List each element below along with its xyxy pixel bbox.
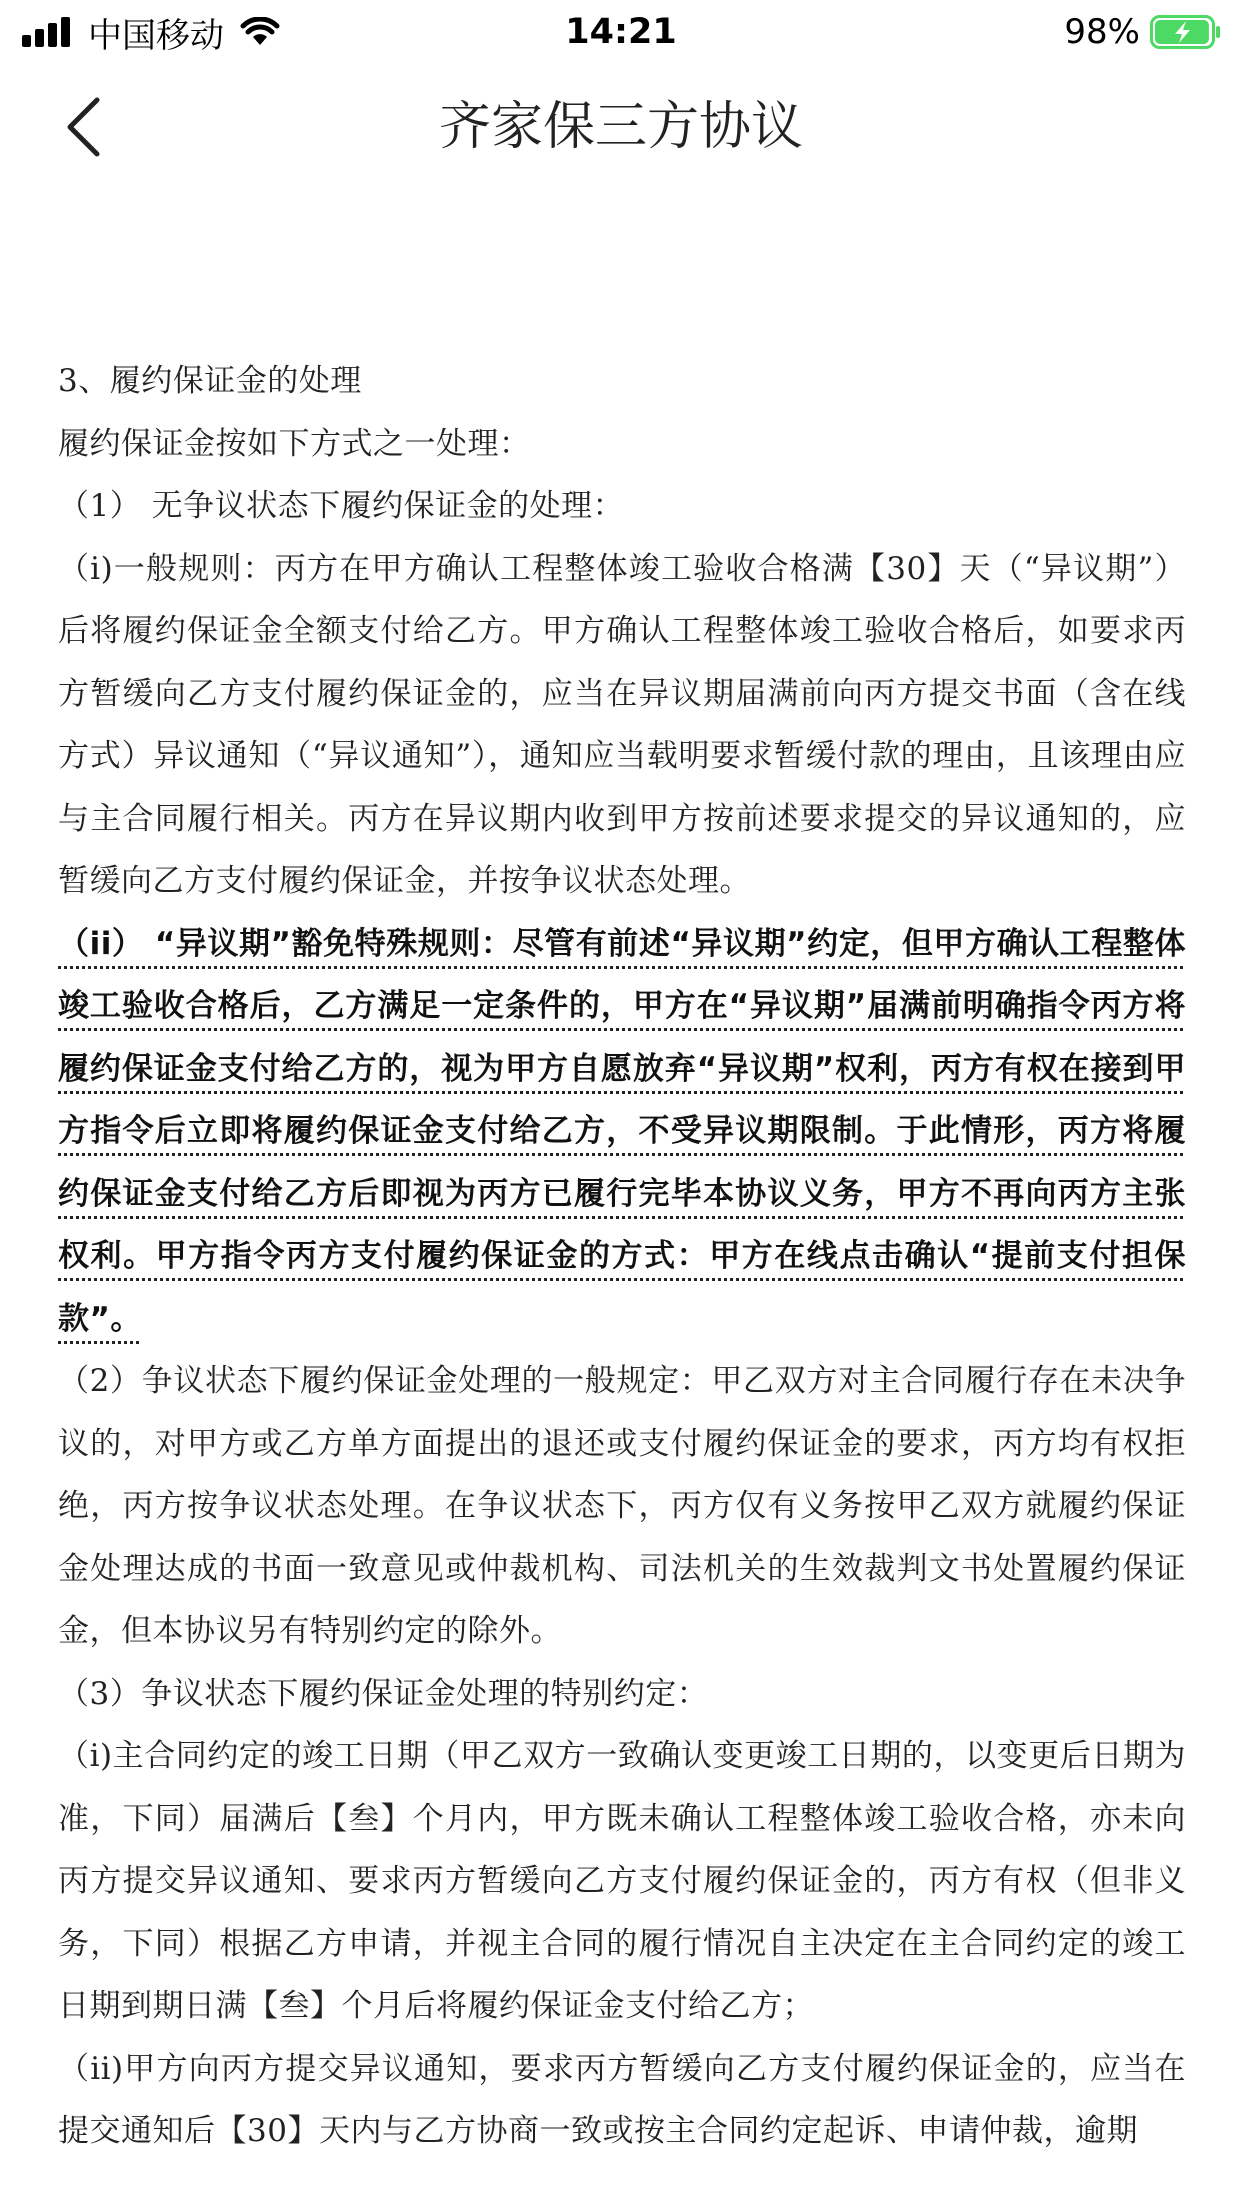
agreement-paragraph: （i)主合同约定的竣工日期（甲乙双方一致确认变更竣工日期的，以变更后日期为准，下同）届满后【叁】个月内，甲方既未确认工程整体竣工验收合格，亦未向丙方提交异议通知、要求丙方暂缓向乙方支付履约保证金的，丙方有权（但非义务，下同）根据乙方申请，并视主合同的履行情况自主决定在主合同约定的竣工日期到期日满【叁】个月后将履约保证金支付给乙方； bbox=[58, 1738, 1186, 2024]
agreement-paragraph: （i)一般规则：丙方在甲方确认工程整体竣工验收合格满【30】天（“异议期”）后将履约保证金全额支付给乙方。甲方确认工程整体竣工验收合格后，如要求丙方暂缓向乙方支付履约保证金的，应当在异议期届满前向丙方提交书面（含在线方式）异议通知（“异议通知”），通知应当载明要求暂缓付款的理由，且该理由应与主合同履行相关。丙方在异议期内收到甲方按前述要求提交的异议通知的，应暂缓向乙方支付履约保证金，并按争议状态处理。 bbox=[58, 550, 1186, 899]
agreement-paragraph: 履约保证金按如下方式之一处理： bbox=[58, 425, 531, 462]
status-time: 14:21 bbox=[565, 12, 677, 52]
agreement-content bbox=[58, 350, 1186, 2163]
battery-charging-icon bbox=[1150, 15, 1222, 49]
carrier-name: 中国移动 bbox=[88, 15, 224, 56]
nav-bar bbox=[0, 64, 1242, 194]
status-right bbox=[1064, 8, 1222, 56]
agreement-paragraph: （2）争议状态下履约保证金处理的一般规定：甲乙双方对主合同履行存在未决争议的，对甲方或乙方单方面提出的退还或支付履约保证金的要求，丙方均有权拒绝，丙方按争议状态处理。在争议状态下，丙方仅有义务按甲乙双方就履约保证金处理达成的书面一致意见或仲裁机构、司法机关的生效裁判文书处置履约保证金，但本协议另有特别约定的除外。 bbox=[58, 1363, 1186, 1649]
agreement-paragraph: （3）争议状态下履约保证金处理的特别约定： bbox=[58, 1675, 709, 1712]
agreement-paragraph-bold: （ii） “异议期”豁免特殊规则：尽管有前述“异议期”约定，但甲方确认工程整体竣工验收合格后，乙方满足一定条件的，甲方在“异议期”届满前明确指令丙方将履约保证金支付给乙方的，视为甲方自愿放弃“异议期”权利，丙方有权在接到甲方指令后立即将履约保证金支付给乙方，不受异议期限制。于此情形，丙方将履约保证金支付给乙方后即视为丙方已履行完毕本协议义务，甲方不再向丙方主张权利。甲方指令丙方支付履约保证金的方式：甲方在线点击确认“提前支付担保款”。 bbox=[58, 925, 1186, 1337]
status-bar bbox=[0, 0, 1242, 64]
agreement-paragraph: （1） 无争议状态下履约保证金的处理： bbox=[58, 488, 625, 524]
agreement-paragraph: （ii)甲方向丙方提交异议通知，要求丙方暂缓向乙方支付履约保证金的，应当在提交通知后【30】天内与乙方协商一致或按主合同约定起诉、申请仲裁，逾期 bbox=[58, 2050, 1186, 2149]
battery-percent: 98% bbox=[1064, 12, 1140, 52]
agreement-paragraph: 3、履约保证金的处理 bbox=[58, 363, 362, 399]
page-title: 齐家保三方协议 bbox=[438, 97, 803, 157]
